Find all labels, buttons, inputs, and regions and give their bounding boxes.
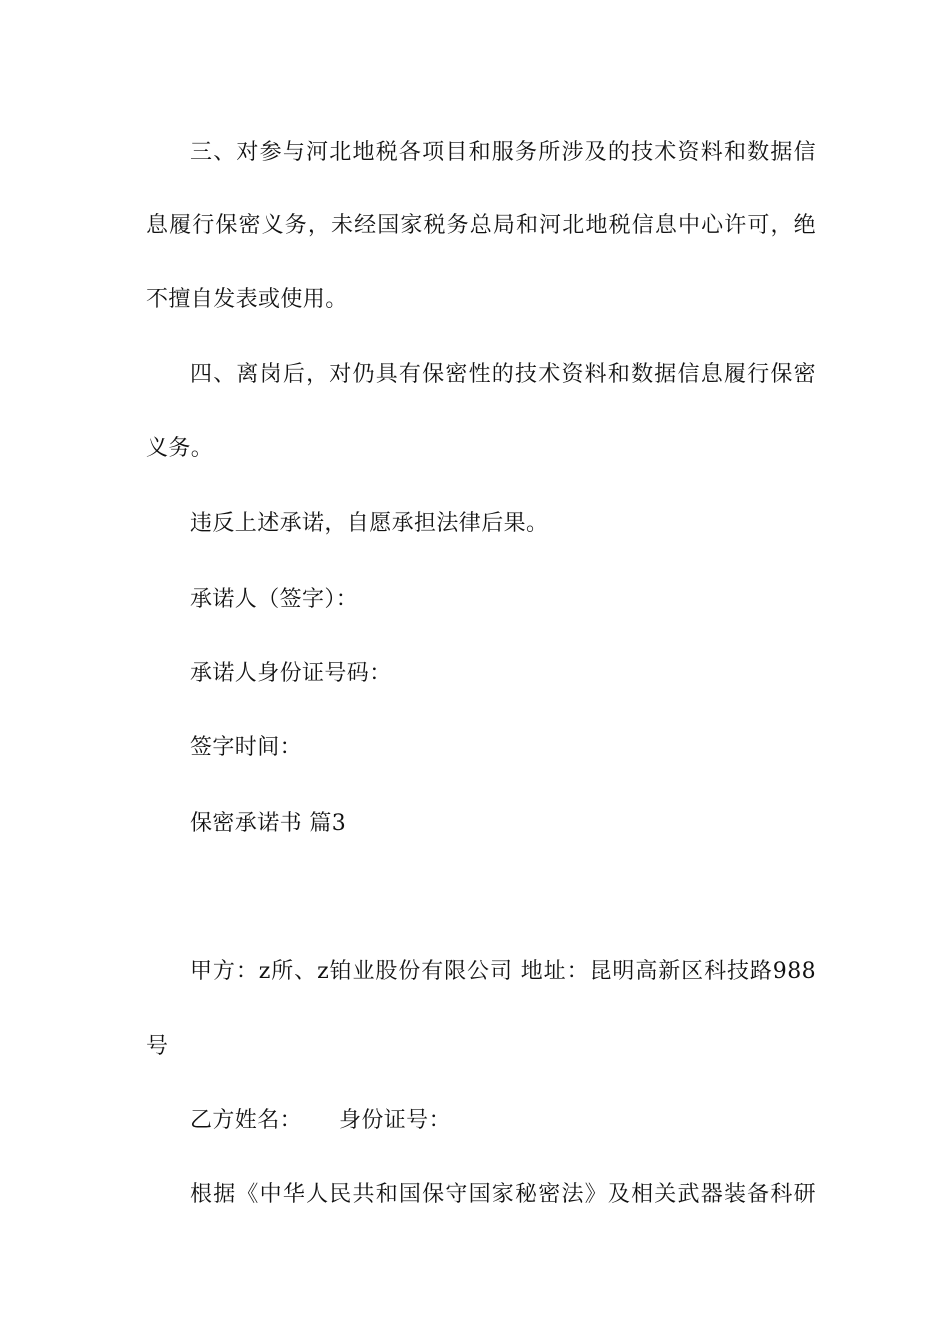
promisor-id-label: 承诺人身份证号码： <box>190 661 392 686</box>
legal-basis-line: 根据《中华人民共和国保守国家秘密法》及相关武器装备科研 <box>190 1182 816 1207</box>
signature-time-label: 签字时间： <box>190 735 303 760</box>
party-a-line-1: 甲方：z所、z铂业股份有限公司 地址：昆明高新区科技路988 <box>190 959 816 984</box>
party-b-line: 乙方姓名： 身份证号： <box>190 1108 451 1133</box>
paragraph-4-line-2: 义务。 <box>146 436 214 461</box>
paragraph-3-line-3: 不擅自发表或使用。 <box>146 287 348 312</box>
paragraph-4-line-1: 四、离岗后，对仍具有保密性的技术资料和数据信息履行保密 <box>190 362 816 387</box>
promisor-signature-label: 承诺人（签字）： <box>190 587 359 612</box>
paragraph-3-line-1: 三、对参与河北地税各项目和服务所涉及的技术资料和数据信 <box>190 140 816 165</box>
violation-statement: 违反上述承诺，自愿承担法律后果。 <box>190 511 549 536</box>
section-heading: 保密承诺书 篇3 <box>190 811 347 836</box>
paragraph-3-line-2: 息履行保密义务，未经国家税务总局和河北地税信息中心许可，绝 <box>146 213 816 238</box>
party-a-line-2: 号 <box>146 1034 169 1059</box>
